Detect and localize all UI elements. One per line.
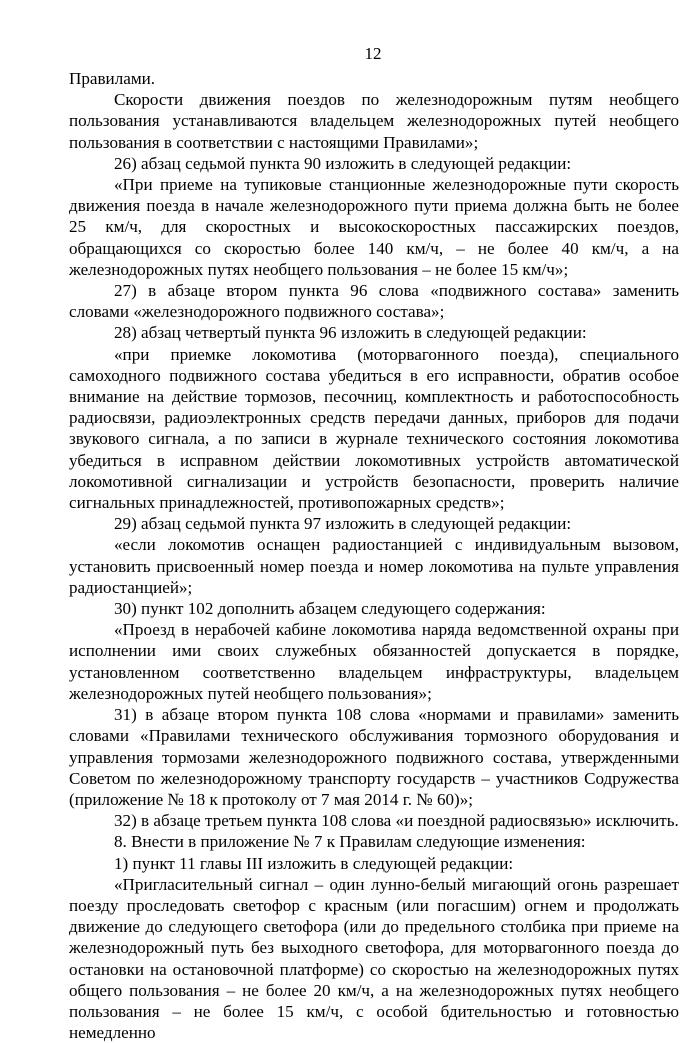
paragraph: Скорости движения поездов по железнодорожным путям необщего пользования устанавливаются владельцем железнодорожных путей необщего пользования в соответствии с настоящими Правилами»; [69, 90, 679, 152]
paragraph: 30) пункт 102 дополнить абзацем следующего содержания: [114, 599, 546, 619]
page-number: 12 [364, 44, 382, 63]
paragraph: «если локомотив оснащен радиостанцией с индивидуальным вызовом, установить присвоенный номер поезда и номер локомотива на пульте управления радиостанцией»; [69, 535, 679, 597]
paragraph: «при приемке локомотива (моторвагонного поезда), специального самоходного подвижного состава убедиться в его исправности, обратив особое внимание на действие тормозов, песочниц, комплектность и работоспособность радиосвязи, радиоэлектронных средств передачи данных, приборов для подачи звукового сигнала, а по записи в журнале технического состояния локомотива убедиться в исправном действии локомотивных устройств автоматической локомотивной сигнализации и устройств безопасности, проверить наличие сигнальных принадлежностей, противопожарных средств»; [69, 344, 679, 513]
paragraph: 29) абзац седьмой пункта 97 изложить в следующей редакции: [114, 514, 572, 534]
paragraph: 26) абзац седьмой пункта 90 изложить в следующей редакции: [114, 153, 572, 173]
paragraph: 28) абзац четвертый пункта 96 изложить в следующей редакции: [114, 323, 587, 343]
paragraph: «При приеме на тупиковые станционные железнодорожные пути скорость движения поезда в начале железнодорожного пути приема должна быть не более 25 км/ч, для скоростных и высокоскоростных пассажирских поездов, обращающихся со скоростью более 140 км/ч, – не более 40 км/ч, а на железнодорожных путях необщего пользования – не более 15 км/ч»; [69, 175, 679, 279]
paragraph: 32) в абзаце третьем пункта 108 слова «и поездной радиосвязью» исключить. [114, 811, 679, 831]
paragraph: 27) в абзаце втором пункта 96 слова «подвижного состава» заменить словами «железнодорожного подвижного состава»; [69, 281, 679, 322]
paragraph: 1) пункт 11 главы III изложить в следующей редакции: [114, 853, 514, 873]
paragraph: 31) в абзаце втором пункта 108 слова «нормами и правилами» заменить словами «Правилами технического обслуживания тормозного оборудования и управления тормозами железнодорожного подвижного состава, утвержденными Советом по железнодорожному транспорту государств – участников Содружества (приложение № 18 к протоколу от 7 мая 2014 г. № 60)»; [69, 705, 679, 809]
paragraph: 8. Внести в приложение № 7 к Правилам следующие изменения: [114, 832, 586, 852]
document-body [69, 68, 679, 1043]
paragraph: «Пригласительный сигнал – один лунно-белый мигающий огонь разрешает поезду проследовать светофор с красным (или погасшим) огнем и продолжать движение до следующего светофора (или до предельного столбика при приеме на железнодорожный путь без выходного светофора, для моторвагонного поезда до остановки на остановочной платформе) со скоростью на железнодорожных путях общего пользования – не более 20 км/ч, а на железнодорожных путях необщего пользования – не более 15 км/ч, с особой бдительностью и готовностью немедленно [69, 874, 679, 1043]
paragraph-continuation: Правилами. [69, 69, 156, 88]
paragraph: «Проезд в нерабочей кабине локомотива наряда ведомственной охраны при исполнении ими своих служебных обязанностей допускается в порядке, установленном соответственно владельцем инфраструктуры, владельцем железнодорожных путей необщего пользования»; [69, 620, 679, 703]
